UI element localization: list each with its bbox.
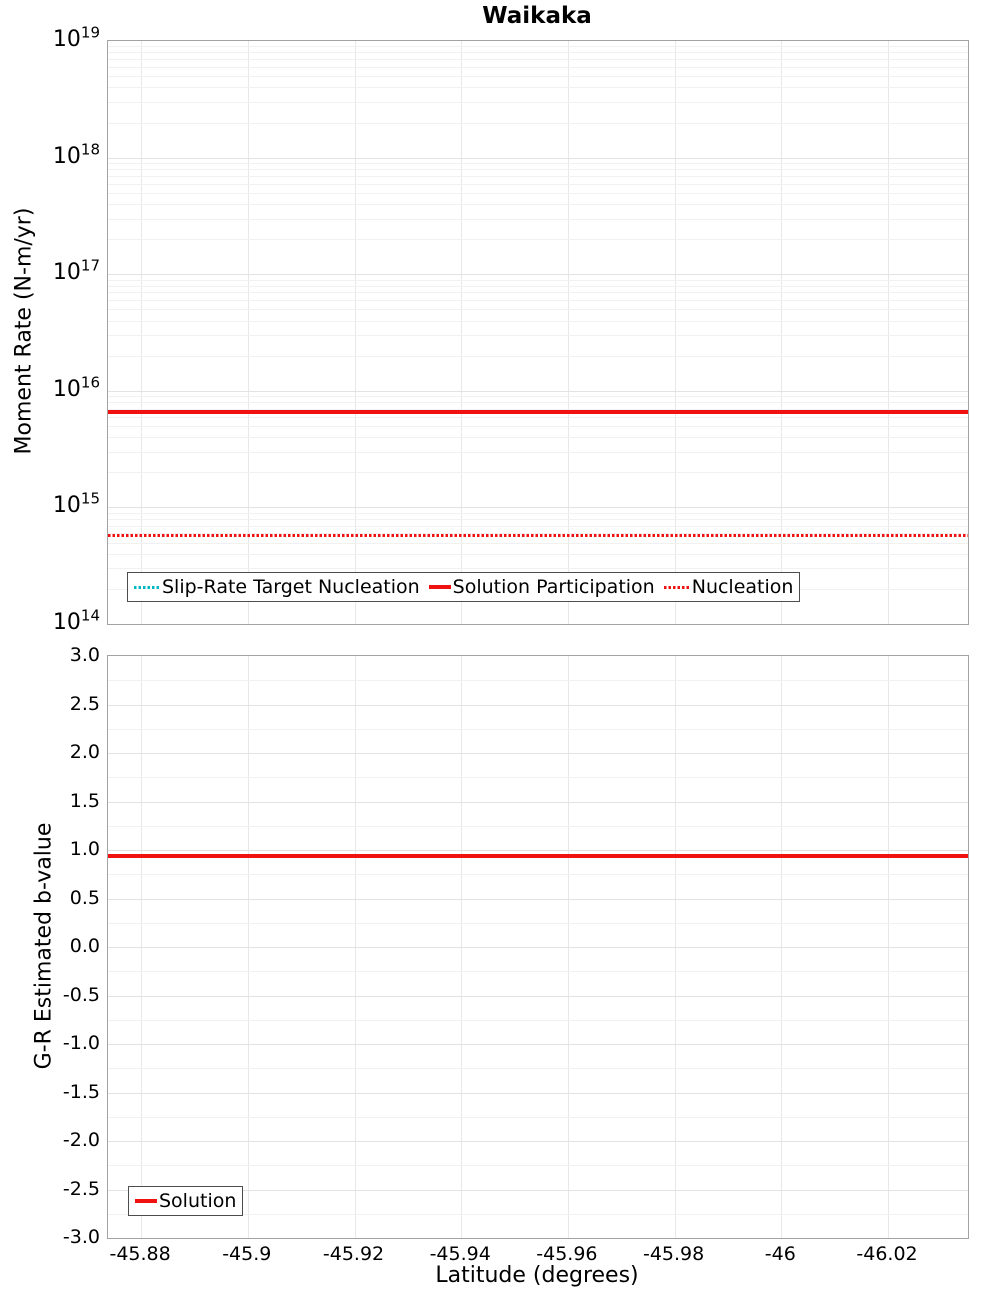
ytick-label-b-value: -1.5 [62, 1080, 100, 1103]
solution-line-sample [135, 1199, 157, 1203]
xtick-label: -46.02 [856, 1243, 918, 1265]
legend-label-solution: Solution [159, 1190, 237, 1212]
xtick-label: -46 [764, 1243, 796, 1265]
x-axis-label: Latitude (degrees) [435, 1263, 639, 1288]
ytick-label-b-value: -2.0 [62, 1129, 100, 1151]
ytick-label-moment-rate: $10^{18}$ [52, 140, 100, 169]
ytick-label-b-value: 2.0 [69, 741, 100, 763]
ytick-label-b-value: -1.0 [62, 1032, 100, 1054]
xtick-label: -45.9 [222, 1243, 272, 1265]
moment-rate-legend [127, 572, 800, 602]
nucleation-line-sample [664, 586, 690, 589]
ytick-label-b-value: -2.5 [62, 1177, 100, 1200]
ytick-label-moment-rate: $10^{14}$ [52, 606, 100, 635]
chart-title: Waikaka [482, 3, 592, 29]
ytick-label-moment-rate: $10^{19}$ [52, 23, 100, 52]
ytick-label-b-value: 3.0 [69, 644, 100, 666]
legend-label-slip-rate-target-nucleation: Slip-Rate Target Nucleation [162, 576, 420, 598]
slip-rate-target-nucleation-line-sample [134, 586, 160, 589]
xtick-label: -45.94 [429, 1243, 491, 1265]
b-value-legend [128, 1186, 243, 1216]
ytick-label-b-value: -0.5 [62, 983, 100, 1006]
xtick-label: -45.96 [536, 1243, 598, 1265]
xtick-label: -45.88 [109, 1243, 171, 1265]
ytick-label-b-value: 1.0 [69, 838, 100, 860]
ytick-label-b-value: 1.5 [69, 789, 100, 812]
y-axis-label-b-value: G-R Estimated b-value [31, 822, 57, 1070]
ytick-label-b-value: -3.0 [62, 1226, 100, 1248]
solution-participation-line-sample [429, 585, 451, 589]
y-axis-label-moment-rate: Moment Rate (N-m/yr) [11, 207, 37, 455]
ytick-label-b-value: 0.5 [69, 886, 100, 909]
series-layer [108, 41, 968, 624]
series-line-nucleation [108, 534, 968, 537]
xtick-label: -45.98 [642, 1243, 705, 1265]
ytick-label-moment-rate: $10^{16}$ [52, 373, 100, 402]
ytick-label-moment-rate: $10^{17}$ [52, 256, 100, 286]
series-layer [108, 656, 968, 1238]
legend-label-nucleation: Nucleation [691, 576, 794, 598]
series-line-solution-participation [108, 410, 968, 414]
ytick-label-moment-rate: $10^{15}$ [52, 490, 100, 519]
xtick-label: -45.92 [322, 1243, 385, 1265]
ytick-label-b-value: 2.5 [69, 692, 100, 715]
b-value-plot [107, 655, 969, 1239]
ytick-label-b-value: 0.0 [69, 935, 100, 957]
legend-label-solution-participation: Solution Participation [452, 576, 655, 598]
series-line-solution [108, 854, 968, 858]
moment-rate-plot [107, 40, 969, 625]
